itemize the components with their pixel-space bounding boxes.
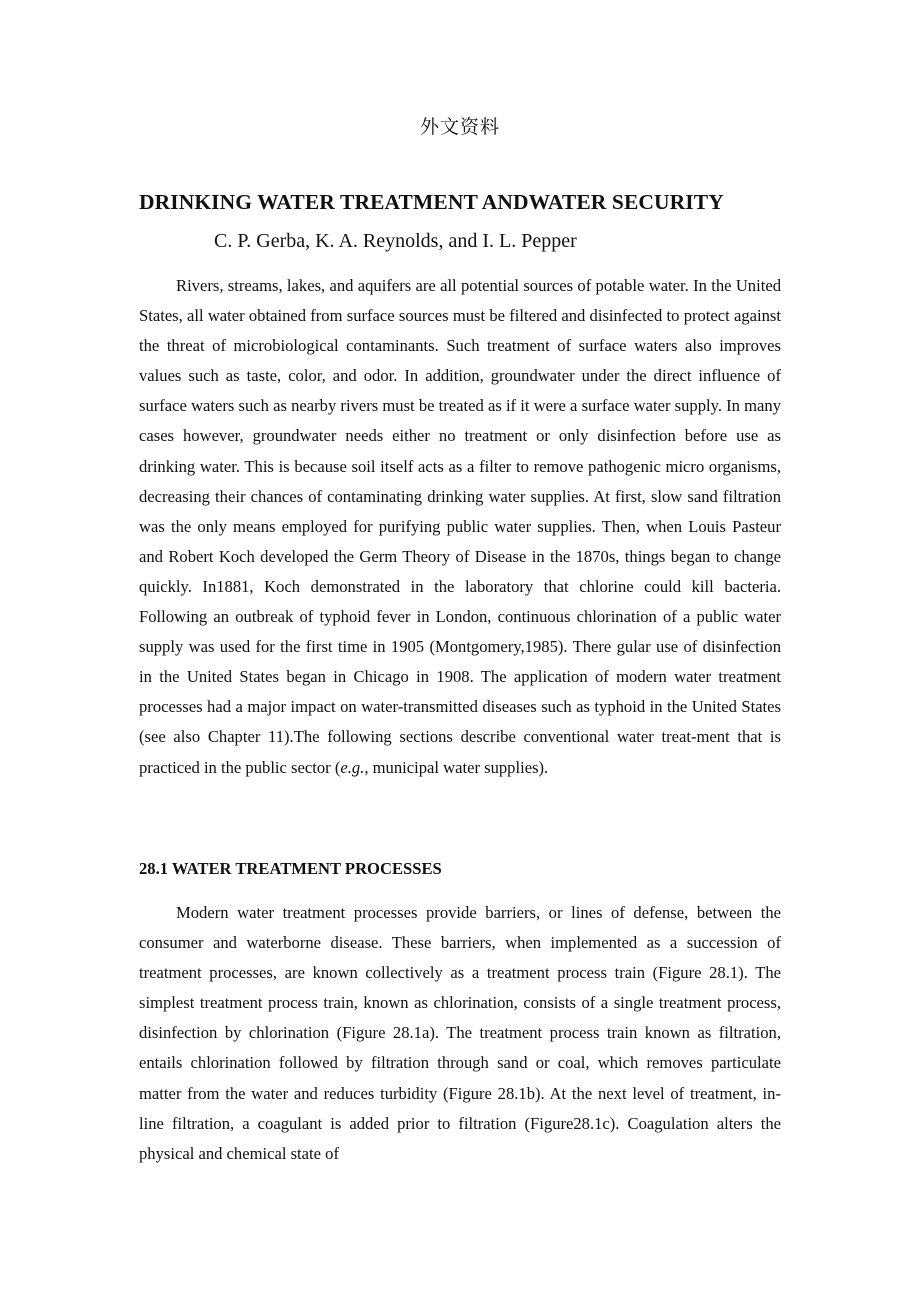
section-heading: 28.1 WATER TREATMENT PROCESSES — [139, 859, 442, 878]
intro-paragraph-emphasis: e.g. — [340, 757, 365, 777]
document-header-label: 外文资料 — [419, 116, 500, 138]
intro-paragraph — [139, 271, 781, 783]
section-paragraph: Modern water treatment processes provide barriers, or lines of defense, between the consumer and waterborne disease. These barriers, when implemented as a succession of treatment processes, are known collectively as a treatment process train (Figure 28.1). The simplest treatment process train, known as chlorination, consists of a single treatment process, disinfection by chlorination (Figure 28.1a). The treatment process train known as filtration, entails chlorination followed by filtration through sand or coal, which removes particulate matter from the water and reduces turbidity (Figure 28.1b). At the next level of treatment, in-line filtration, a coagulant is added prior to filtration (Figure28.1c). Coagulation alters the physical and chemical state of — [139, 903, 781, 1163]
article-authors: C. P. Gerba, K. A. Reynolds, and I. L. Pepper — [214, 230, 577, 252]
intro-paragraph-text-end: , municipal water supplies). — [364, 757, 549, 777]
article-title: DRINKING WATER TREATMENT ANDWATER SECURITY — [139, 190, 724, 214]
intro-paragraph-text: Rivers, streams, lakes, and aquifers are all potential sources of potable water. In the United States, all water obtained from surface sources must be filtered and disinfected to protect against the threat of microbiological contaminants. Such treatment of surface waters also improves values such as taste, color, and odor. In addition, groundwater under the direct influence of surface waters such as nearby rivers must be treated as if it were a surface water supply. In many cases however, groundwater needs either no treatment or only disinfection before use as drinking water. This is because soil itself acts as a filter to remove pathogenic micro organisms, decreasing their chances of contaminating drinking water supplies. At first, slow sand filtration was the only means employed for purifying public water supplies. Then, when Louis Pasteur and Robert Koch developed the Germ Theory of Disease in the 1870s, things began to change quickly. In1881, Koch demonstrated in the laboratory that chlorine could kill bacteria. Following an outbreak of typhoid fever in London, continuous chlorination of a public water supply was used for the first time in 1905 (Montgomery,1985). There gular use of disinfection in the United States began in Chicago in 1908. The application of modern water treatment processes had a major impact on water-transmitted diseases such as typhoid in the United States (see also Chapter 11).The following sections describe conventional water treat-ment that is practiced in the public sector ( — [139, 276, 781, 777]
